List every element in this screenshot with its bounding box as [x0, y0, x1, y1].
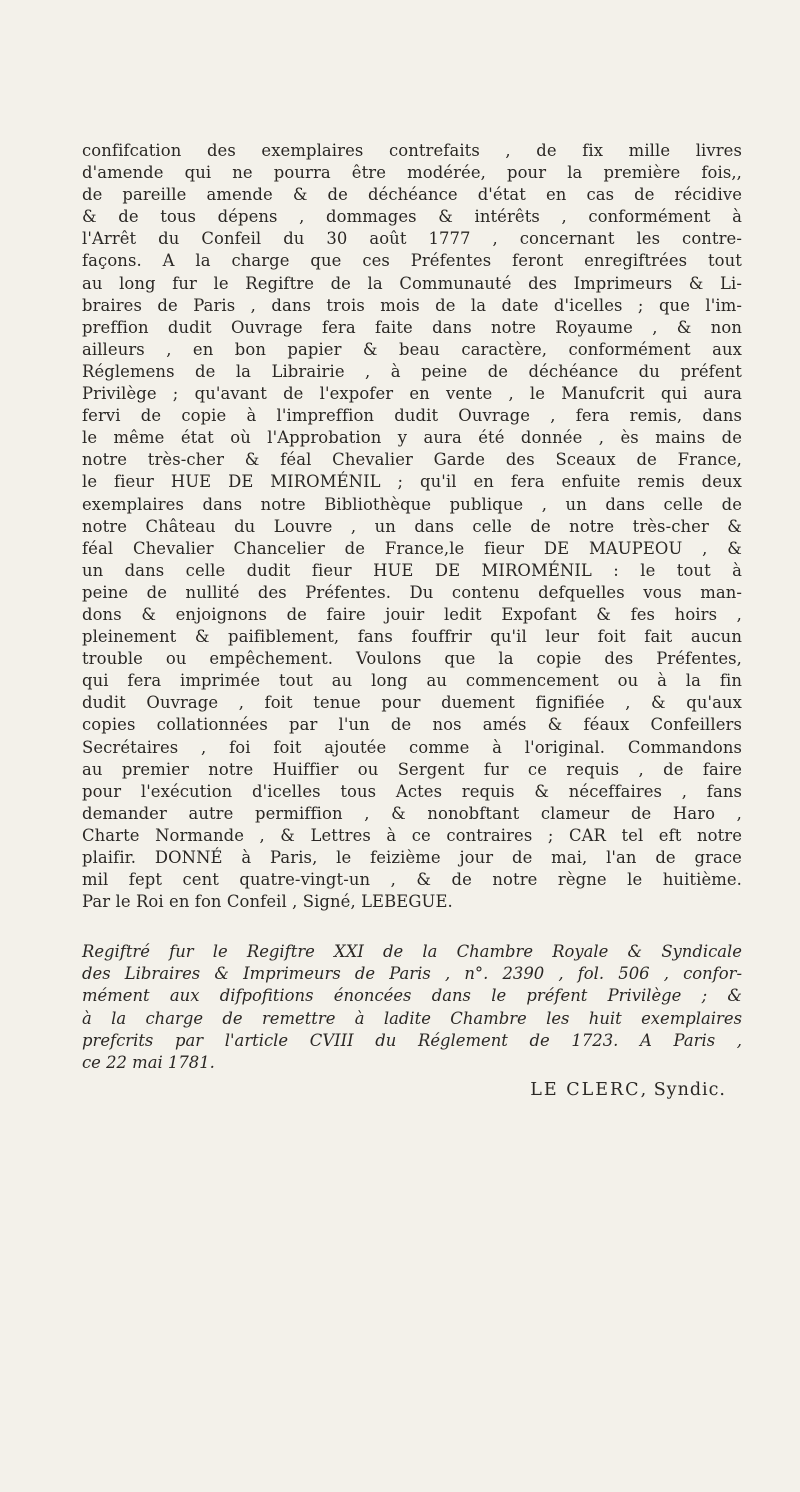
body-line: façons. A la charge que ces Préfentes feront enregiftrées tout — [82, 251, 742, 271]
body-line: copies collationnées par l'un de nos amés & féaux Confeillers — [82, 715, 742, 735]
body-line: au long fur le Regiftre de la Communauté des Imprimeurs & Li- — [82, 273, 742, 293]
body-line: pour l'exécution d'icelles tous Actes requis & néceffaires , fans — [82, 781, 742, 801]
body-line: plaifir. DONNÉ à Paris, le feizième jour de mai, l'an de grace — [82, 848, 742, 867]
body-line: de pareille amende & de déchéance d'état en cas de récidive — [82, 185, 742, 205]
body-line: ailleurs , en bon papier & beau caractère, conformément aux — [82, 339, 742, 359]
privilege-body-text — [82, 140, 742, 913]
body-line: demander autre permiffion , & nonobftant clameur de Haro , — [82, 803, 742, 823]
body-line: pleinement & paifiblement, fans fouffrir qu'il leur foit fait aucun — [82, 627, 742, 647]
registration-line: des Libraires & Imprimeurs de Paris , n°. 2390 , fol. 506 , confor- — [82, 964, 742, 984]
body-line: peine de nullité des Préfentes. Du contenu defquelles vous man- — [82, 582, 742, 602]
body-line: exemplaires dans notre Bibliothèque publique , un dans celle de — [82, 494, 742, 514]
registration-note — [82, 941, 742, 1074]
body-line: d'amende qui ne pourra être modérée, pour la première fois,, — [82, 163, 742, 183]
registration-line: Regiftré fur le Regiftre XXI de la Chambre Royale & Syndicale — [82, 942, 742, 962]
signature-line: Par le Roi en fon Confeil , Signé, LEBEGUE. — [82, 892, 453, 912]
syndic-name: LE CLERC — [530, 1079, 641, 1100]
body-line: qui fera imprimée tout au long au commencement ou à la fin — [82, 671, 742, 691]
body-line: dudit Ouvrage , foit tenue pour duement fignifiée , & qu'aux — [82, 693, 742, 713]
body-line: confifcation des exemplaires contrefaits , de fix mille livres — [82, 141, 742, 160]
registration-line: mément aux difpofitions énoncées dans le préfent Privilège ; & — [82, 986, 742, 1006]
body-line: dons & enjoignons de faire jouir ledit Expofant & fes hoirs , — [82, 604, 742, 624]
body-line: Charte Normande , & Lettres à ce contraires ; CAR tel eft notre — [82, 825, 742, 845]
body-line: mil fept cent quatre-vingt-un , & de notre règne le huitième. — [82, 870, 742, 890]
body-line: trouble ou empêchement. Voulons que la copie des Préfentes, — [82, 649, 742, 669]
body-line: braires de Paris , dans trois mois de la date d'icelles ; que l'im- — [82, 295, 742, 315]
body-line: & de tous dépens , dommages & intérêts , conformément à — [82, 207, 742, 227]
body-line: féal Chevalier Chancelier de France,le fieur DE MAUPEOU , & — [82, 538, 742, 558]
syndic-signature — [82, 1080, 742, 1100]
body-line: au premier notre Huiffier ou Sergent fur ce requis , de faire — [82, 759, 742, 779]
body-line: Secrétaires , foi foit ajoutée comme à l'original. Commandons — [82, 737, 742, 757]
body-line: Privilège ; qu'avant de l'expofer en vente , le Manufcrit qui aura — [82, 384, 742, 404]
body-line: le même état où l'Approbation y aura été donnée , ès mains de — [82, 428, 742, 448]
registration-line: ce 22 mai 1781. — [82, 1052, 215, 1072]
body-line: fervi de copie à l'impreffion dudit Ouvrage , fera remis, dans — [82, 406, 742, 426]
body-line: Réglemens de la Librairie , à peine de déchéance du préfent — [82, 361, 742, 381]
body-line: l'Arrêt du Confeil du 30 août 1777 , concernant les contre- — [82, 229, 742, 249]
body-line: le fieur HUE DE MIROMÉNIL ; qu'il en fera enfuite remis deux — [82, 472, 742, 492]
body-line: preffion dudit Ouvrage fera faite dans notre Royaume , & non — [82, 317, 742, 337]
syndic-title: , Syndic. — [640, 1079, 726, 1100]
body-line: un dans celle dudit fieur HUE DE MIROMÉNIL : le tout à — [82, 560, 742, 580]
body-line: notre Château du Louvre , un dans celle de notre très-cher & — [82, 516, 742, 536]
registration-line: prefcrits par l'article CVIII du Réglement de 1723. A Paris , — [82, 1030, 742, 1050]
privilege-page — [82, 140, 742, 1100]
registration-line: à la charge de remettre à ladite Chambre les huit exemplaires — [82, 1008, 742, 1028]
body-line: notre très-cher & féal Chevalier Garde des Sceaux de France, — [82, 450, 742, 470]
